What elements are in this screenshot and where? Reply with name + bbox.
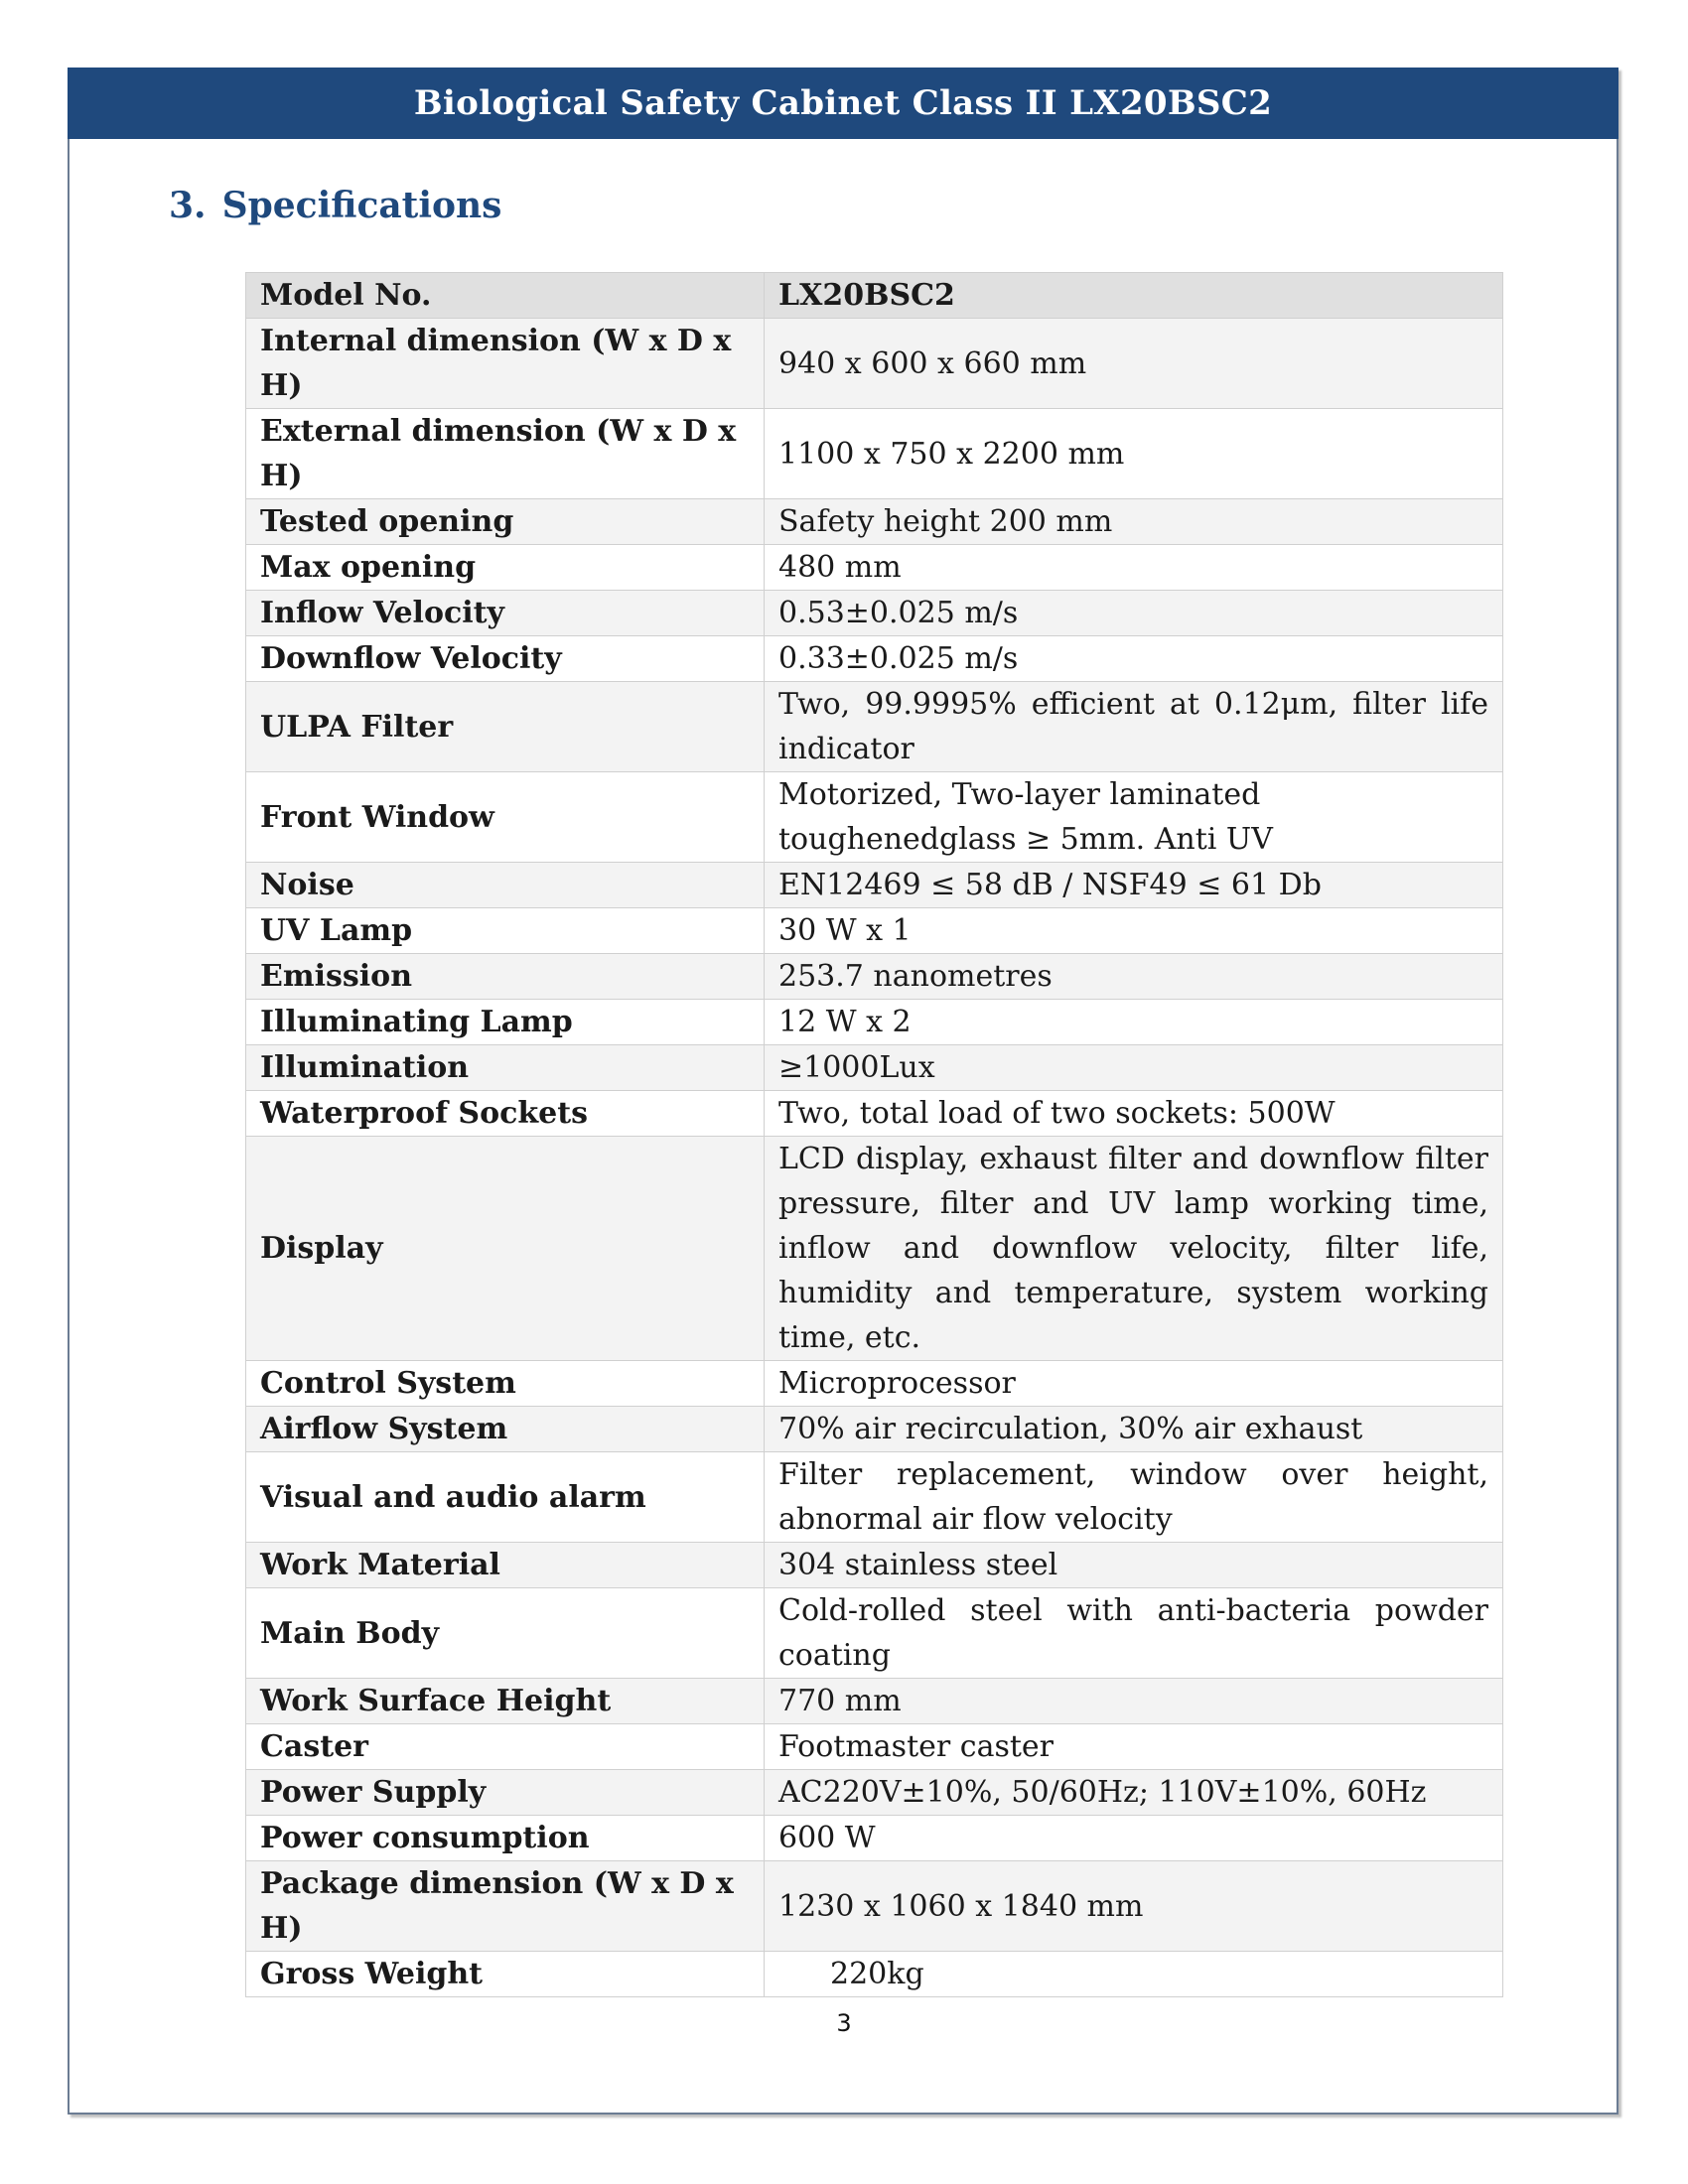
spec-value: 1230 x 1060 x 1840 mm — [765, 1861, 1503, 1952]
spec-label: Noise — [246, 863, 765, 908]
spec-label: Gross Weight — [246, 1952, 765, 1997]
table-row — [246, 1816, 1503, 1861]
table-row — [246, 682, 1503, 772]
table-row — [246, 1679, 1503, 1724]
spec-label: Waterproof Sockets — [246, 1091, 765, 1137]
spec-value: 770 mm — [765, 1679, 1503, 1724]
spec-value: Filter replacement, window over height, abnormal air flow velocity — [765, 1452, 1503, 1543]
section-heading — [169, 185, 501, 226]
table-row — [246, 1407, 1503, 1452]
spec-label: Main Body — [246, 1588, 765, 1679]
spec-value: 30 W x 1 — [765, 908, 1503, 954]
spec-label: ULPA Filter — [246, 682, 765, 772]
spec-label: Tested opening — [246, 499, 765, 545]
spec-value: Footmaster caster — [765, 1724, 1503, 1770]
table-row — [246, 1861, 1503, 1952]
document-header-banner — [68, 68, 1618, 139]
table-row — [246, 908, 1503, 954]
table-row — [246, 591, 1503, 636]
spec-label: Airflow System — [246, 1407, 765, 1452]
spec-label: Caster — [246, 1724, 765, 1770]
spec-value: Two, total load of two sockets: 500W — [765, 1091, 1503, 1137]
spec-label: Emission — [246, 954, 765, 1000]
spec-label: External dimension (W x D x H) — [246, 409, 765, 499]
table-row — [246, 1137, 1503, 1361]
spec-value: Cold-rolled steel with anti-bacteria powder coating — [765, 1588, 1503, 1679]
spec-label: Inflow Velocity — [246, 591, 765, 636]
table-row — [246, 1952, 1503, 1997]
spec-label: Visual and audio alarm — [246, 1452, 765, 1543]
spec-label: Work Material — [246, 1543, 765, 1588]
specifications-table — [245, 272, 1503, 1997]
spec-label: Max opening — [246, 545, 765, 591]
spec-label: Display — [246, 1137, 765, 1361]
spec-label: Package dimension (W x D x H) — [246, 1861, 765, 1952]
spec-label: Downflow Velocity — [246, 636, 765, 682]
spec-value: LCD display, exhaust filter and downflow filter pressure, filter and UV lamp working time, inflow and downflow velocity, filter life, humidity and temperature, system working time, etc. — [765, 1137, 1503, 1361]
spec-value: 70% air recirculation, 30% air exhaust — [765, 1407, 1503, 1452]
spec-value: 0.33±0.025 m/s — [765, 636, 1503, 682]
spec-label: Internal dimension (W x D x H) — [246, 319, 765, 409]
spec-value: 1100 x 750 x 2200 mm — [765, 409, 1503, 499]
table-row — [246, 954, 1503, 1000]
spec-label: Illuminating Lamp — [246, 1000, 765, 1045]
spec-value: Safety height 200 mm — [765, 499, 1503, 545]
spec-label: Power Supply — [246, 1770, 765, 1816]
spec-label: Control System — [246, 1361, 765, 1407]
section-number: 3. — [169, 185, 207, 226]
spec-value: Two, 99.9995% efficient at 0.12μm, filter life indicator — [765, 682, 1503, 772]
spec-label: Front Window — [246, 772, 765, 863]
spec-value: AC220V±10%, 50/60Hz; 110V±10%, 60Hz — [765, 1770, 1503, 1816]
spec-value: 600 W — [765, 1816, 1503, 1861]
page-number: 3 — [836, 2009, 852, 2037]
section-title: Specifications — [221, 185, 502, 226]
header-value-cell: LX20BSC2 — [765, 273, 1503, 319]
table-row — [246, 319, 1503, 409]
table-row — [246, 772, 1503, 863]
spec-label: Work Surface Height — [246, 1679, 765, 1724]
table-row — [246, 636, 1503, 682]
table-header-row — [246, 273, 1503, 319]
table-row — [246, 1361, 1503, 1407]
spec-value: 304 stainless steel — [765, 1543, 1503, 1588]
spec-value: Microprocessor — [765, 1361, 1503, 1407]
table-row — [246, 1091, 1503, 1137]
table-row — [246, 1588, 1503, 1679]
spec-value: ≥1000Lux — [765, 1045, 1503, 1091]
table-row — [246, 863, 1503, 908]
table-row — [246, 1000, 1503, 1045]
table-row — [246, 1543, 1503, 1588]
spec-value: 940 x 600 x 660 mm — [765, 319, 1503, 409]
table-row — [246, 1045, 1503, 1091]
table-row — [246, 499, 1503, 545]
spec-value: EN12469 ≤ 58 dB / NSF49 ≤ 61 Db — [765, 863, 1503, 908]
document-title: Biological Safety Cabinet Class II LX20BSC2 — [413, 83, 1273, 123]
spec-value: 480 mm — [765, 545, 1503, 591]
spec-label: UV Lamp — [246, 908, 765, 954]
table-row — [246, 409, 1503, 499]
table-row — [246, 545, 1503, 591]
spec-value: 220kg — [765, 1952, 1503, 1997]
spec-value: Motorized, Two-layer laminated toughenedglass ≥ 5mm. Anti UV — [765, 772, 1503, 863]
spec-label: Illumination — [246, 1045, 765, 1091]
spec-value: 12 W x 2 — [765, 1000, 1503, 1045]
header-label-cell: Model No. — [246, 273, 765, 319]
table-row — [246, 1452, 1503, 1543]
spec-value: 0.53±0.025 m/s — [765, 591, 1503, 636]
spec-label: Power consumption — [246, 1816, 765, 1861]
table-row — [246, 1770, 1503, 1816]
spec-value: 253.7 nanometres — [765, 954, 1503, 1000]
table-row — [246, 1724, 1503, 1770]
